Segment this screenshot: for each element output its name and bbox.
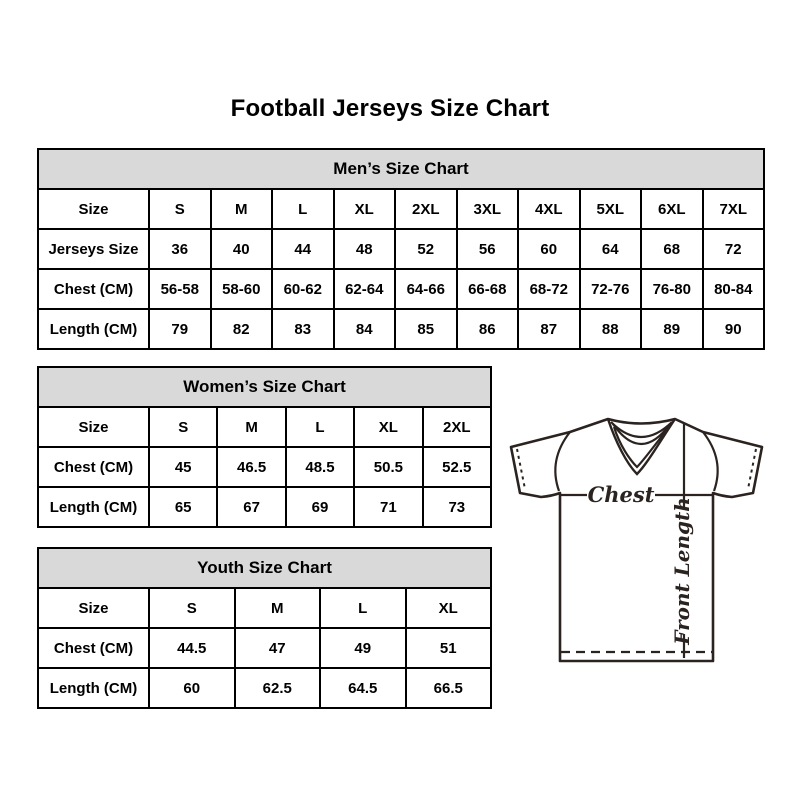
row-label: Size [38,407,149,447]
table-row [38,588,491,628]
table-cell: S [149,407,217,447]
table-cell: 58-60 [211,269,273,309]
table-cell: 72-76 [580,269,642,309]
table-cell: 60 [518,229,580,269]
table-cell: 7XL [703,189,765,229]
table-cell: 68 [641,229,703,269]
table-cell: 60 [149,668,235,708]
table-title: Men’s Size Chart [38,149,764,189]
table-cell: 67 [217,487,285,527]
table-cell: 64-66 [395,269,457,309]
row-label: Chest (CM) [38,628,149,668]
table-cell: 79 [149,309,211,349]
table-row [38,189,764,229]
table-row [38,229,764,269]
table-cell: 45 [149,447,217,487]
jersey-measurement-diagram [503,396,775,668]
table-cell: 85 [395,309,457,349]
table-cell: 66.5 [406,668,492,708]
table-cell: 66-68 [457,269,519,309]
row-label: Length (CM) [38,309,149,349]
table-cell: 87 [518,309,580,349]
table-cell: 51 [406,628,492,668]
table-cell: 90 [703,309,765,349]
table-title: Youth Size Chart [38,548,491,588]
table-cell: M [235,588,321,628]
table-cell: 62.5 [235,668,321,708]
table-cell: 48 [334,229,396,269]
table-cell: 65 [149,487,217,527]
table-cell: 6XL [641,189,703,229]
table-cell: M [217,407,285,447]
table-cell: 68-72 [518,269,580,309]
table-cell: 5XL [580,189,642,229]
table-cell: 49 [320,628,406,668]
table-cell: 4XL [518,189,580,229]
chest-label: Chest [587,482,655,507]
table-cell: 56 [457,229,519,269]
table-cell: 2XL [423,407,491,447]
table-cell: 84 [334,309,396,349]
table-title: Women’s Size Chart [38,367,491,407]
table-cell: 47 [235,628,321,668]
row-label: Jerseys Size [38,229,149,269]
jersey-outline [511,419,762,661]
table-cell: 46.5 [217,447,285,487]
table-cell: 36 [149,229,211,269]
table-cell: L [272,189,334,229]
table-cell: 2XL [395,189,457,229]
table-cell: 80-84 [703,269,765,309]
table-cell: 88 [580,309,642,349]
row-label: Length (CM) [38,668,149,708]
table-cell: 76-80 [641,269,703,309]
mens-size-table [37,148,765,350]
table-cell: 86 [457,309,519,349]
table-cell: 48.5 [286,447,354,487]
table-cell: 83 [272,309,334,349]
table-cell: 71 [354,487,422,527]
table-cell: XL [334,189,396,229]
row-label: Chest (CM) [38,447,149,487]
table-cell: S [149,189,211,229]
row-label: Size [38,189,149,229]
table-cell: M [211,189,273,229]
table-cell: L [320,588,406,628]
table-row [38,407,491,447]
row-label: Size [38,588,149,628]
row-label: Chest (CM) [38,269,149,309]
table-row [38,668,491,708]
table-row [38,628,491,668]
page-title: Football Jerseys Size Chart [230,95,550,122]
table-cell: 72 [703,229,765,269]
youth-size-table [37,547,492,709]
table-cell: 52 [395,229,457,269]
table-cell: 40 [211,229,273,269]
table-cell: 44.5 [149,628,235,668]
row-label: Length (CM) [38,487,149,527]
table-cell: 62-64 [334,269,396,309]
table-cell: XL [354,407,422,447]
table-cell: S [149,588,235,628]
womens-size-table [37,366,492,528]
table-row [38,309,764,349]
table-row [38,269,764,309]
table-cell: L [286,407,354,447]
table-cell: XL [406,588,492,628]
table-cell: 69 [286,487,354,527]
table-cell: 52.5 [423,447,491,487]
table-cell: 89 [641,309,703,349]
table-cell: 60-62 [272,269,334,309]
table-cell: 44 [272,229,334,269]
table-cell: 64 [580,229,642,269]
table-cell: 73 [423,487,491,527]
table-cell: 3XL [457,189,519,229]
table-row [38,487,491,527]
front-length-label: Front Length [670,497,694,645]
table-row [38,447,491,487]
table-cell: 82 [211,309,273,349]
table-cell: 56-58 [149,269,211,309]
table-cell: 64.5 [320,668,406,708]
table-cell: 50.5 [354,447,422,487]
